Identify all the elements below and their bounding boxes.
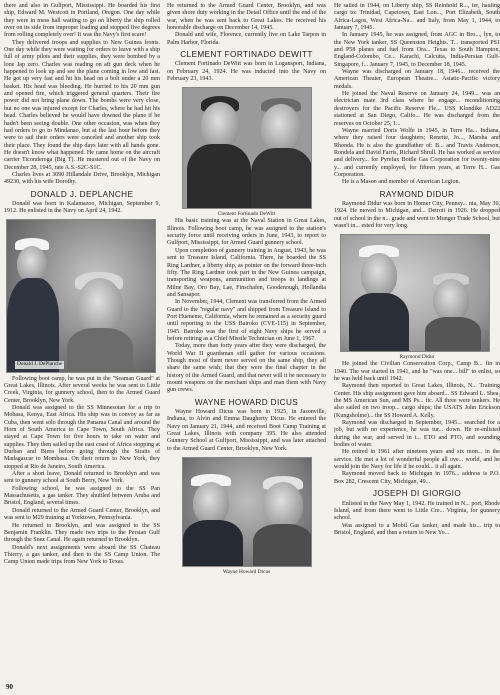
sailor-uniform-shape xyxy=(183,520,243,567)
older-man-jacket-shape xyxy=(251,148,312,209)
dewitt-photo xyxy=(182,87,312,209)
paragraph: In January 1945, he was assigned, from AGC in Bro..., lyn, to the New York tanker, SS Queenston Heights. T... transported PS1 and P58 planes and fuel from Ora... Texas to South Hampton, England-Colombo, Ce... Karachi, Calcutta, India-Persian Gulf-Singapore, f... January 7, 1945, to December 18, 1945. xyxy=(334,32,500,68)
section-heading-dewitt: CLEMENT FORTINADO DEWITT xyxy=(180,50,313,60)
older-man-face-shape xyxy=(433,279,469,321)
paragraph: In November, 1944, Clement was transferred from the Armed Guard to the "regular navy" and shipped from Treasure Island to Port Hueneme, California, where he remained as a security guard until reporting to the USS Bairoko (CVE-115) in September, 1945. Bairoko was the first of eight Navy ships he served a before retiring as a Chief Missile Technician on June 1, 1967. xyxy=(167,299,326,342)
photo-caption: Raymond Didur xyxy=(399,354,435,361)
paragraph: After a short leave, Donald returned to Brooklyn and was sent to gunnery school at South Berry, New York. xyxy=(4,471,160,485)
sailor-face-shape xyxy=(193,482,229,524)
young-man-jacket-shape xyxy=(187,144,251,209)
photo-caption: Wayne Howard Dicus xyxy=(222,569,271,576)
page-number: 90 xyxy=(6,683,13,691)
paragraph: He retired in 1961 after nineteen years and six mon... in the service. He met a lot of wonderful people all ove... world, and he would join the Navy for life if he could... it all again. xyxy=(334,449,500,471)
paragraph: there and also in Gulfport, Mississippi. He boarded his first ship, Edward M. Westcott in Portland, Oregon. One day while they were in mess hall waiting to go on liberty the ship rolled over on its side from improper loading and stopped five degrees from rolling completely over! It was the Navy's first scare! xyxy=(4,3,160,39)
paragraph: Donald's next assignments were aboard the SS Chateau Thierry, a gas tanker, and then to the SS Camp Union. The Camp Union made trips from New York to Texas. xyxy=(4,544,160,566)
older-man-shirt-shape xyxy=(253,524,312,567)
section-heading-didur: RAYMOND DIDUR xyxy=(379,189,455,199)
paragraph: He sailed in 1944, on Liberty ship, SS Reinhold R..., ter, hauling cargo to: Trinidad, Capetown, East Lon..., Port Elizabeth, South Africa-Lagos, West Africa-Na... and Italy, from May 1, 1944, to January 7, 1945. xyxy=(334,3,500,32)
paragraph: Wayne Howard Dicus was born in 1925, in Jasonville, Indiana, to Alvin and Emma Daugherty Dicus. He entered the Navy on January 21, 1944, and received Boot Camp Training at Great Lakes, Illinois with company 395. He also attended Gunnery School at Gulfport, Mississippi, and was later attached to the Armed Guard Center, Brooklyn, New York. xyxy=(167,409,326,452)
paragraph: Raymond moved back to Michigan in 1976... address is P.O. Box 282, Crescent City, Michigan, 49... xyxy=(334,471,500,485)
paragraph: Following boot camp, he was put in the "Seaman Guard" at Great Lakes, Illinois. After several weeks he was sent to Little Creek, Virginia, for gunnery school, then to the Armed Guard Center, Brooklyn, New York. xyxy=(4,375,160,404)
older-man-face-shape xyxy=(263,482,303,528)
paragraph: They delivered troops and supplies to New Guinea fronts. One day while they were waiting for orders to leave with a ship full of army pilots and their supplies, they were bombed by a lone Jap zero. Charles was reading on aft gun deck when he happened to look up and see the plane coming in low and fast. He got up very fast and hit his head on a bolt under a 20 mm basket. His head was bleeding. He hurried to his 20 mm gun and opened fire, which triggered general quarters. Their fire power did not bring plane down. The bombs were very close, but no one was injured except for Charles, where he had hit his head. Charles believed he would have downed the plane if he hadn't been seeing double. One other occasion, was when they had orders to go to Mindanao, but at the last hour before they were to sail their orders were canceled and another ship took their place. They found the ship days later with all hands gone. He doesn't know what happened. He came home on the aircraft carrier Ticonderoga (Big T). He mustered out of the Navy on December 28, 1945, rate A.S.-S2C-S1C. xyxy=(4,39,160,171)
column-3 xyxy=(334,3,500,537)
paragraph: Donald was assigned to the SS Minnesotan for a trip to Mobasa, Kenya, East Africa. His ship was in convoy as far as Cuba, then went solo through the Panama Canal and around the Horn of South America to Cape Town, South Africa. They stayed at Cape Town for five hours to take on water and supplies. They then sailed up the east coast of Africa stopping at Durban and Biera before going through the Straits of Madagascar to Mombasa. On their return to New York, they stopped at Rio de Janeiro, South America. xyxy=(4,405,160,470)
paragraph: Today, more than forty years after they were discharged, the World War II guardsman still gather for various occasions. Though most of them never served on the same ship, they all share the same wish; that they were the final chapter in the history of the Armed Guard, and that never will it be necessary to mount weapons on the merchant ships and man them with Navy gun crews. xyxy=(167,343,326,394)
older-man-shirt-shape xyxy=(425,317,481,352)
paragraph: He joined the Naval Reserve on January 24, 1949... was an electrician mate 3rd class where he engage... reconditioning destroyers for the Pacific Reserve Fle... USS Klondike AD22 stationed at San Diego, Califo... He was discharged from the reserves on October 25, 1... xyxy=(334,91,500,127)
sailor-uniform-shape xyxy=(349,293,409,352)
paragraph: Enlisted in the Navy May 1, 1942. He trained in N... port, Rhode Island, and from there went to Little Cre... Virginia, for gunnery school. xyxy=(334,500,500,522)
paragraph: Following school, he was assigned to the SS Pan Massachusetts, a gas tanker. They shuttled between Aruba and Bristol, England, several times. xyxy=(4,485,160,507)
photo-caption: Donald J. DePlanche xyxy=(17,361,63,368)
older-man-face-shape xyxy=(261,104,301,152)
paragraph: Wayne was discharged on January 18, 1946... received the American Theater, European Theatre... Asiatic-Pacific victory medals. xyxy=(334,69,500,90)
paragraph: Donald and wife, Florence, currently live on Lake Tarpon in Palm Harbor, Florida. xyxy=(167,32,326,46)
paragraph: Raymond Didur was born in Homer City, Pennsy... nia, May 30, 1924. He moved to Michigan, and... Detroit in 1926. He dropped out of school in the n... grade and went to Munger Trade School, but wasn't in... ested for very long. xyxy=(334,200,500,229)
young-man-face-shape xyxy=(201,102,239,148)
photo-caption: Clement Fortinado DeWitt xyxy=(217,211,276,218)
paragraph: He is a Mason and member of American Legion. xyxy=(342,179,461,186)
paragraph: Donald was born in Kalamazoo, Michigan, September 9, 1912. He enlisted in the Navy on April 24, 1942. xyxy=(4,200,160,215)
paragraph: Raymond was discharged in September, 1945... searched for a job, but with no experience, he was tur... down. He re-enlisted during the war, and served in t... ETO and PTO, and sounding bodies of water. xyxy=(334,420,500,449)
paragraph: Clement Fortinado DeWitt was born in Logansport, Indiana, on February 24, 1924. He was inducted into the Navy on February 23, 1943. xyxy=(167,61,326,83)
paragraph: Wayne married Doris Wolfe in 1945, in Terre Ha... Indiana, where they raised four daughters; Renette, Jo..., Marsha and Rhonda. He is also the grandfather of: B... and Travis Anderson, Rondela and David Farris, Richard Shrull. He has worked as service and delivery... for Pyrefax Bottle Gas Corporation for twenty-nine y... and currently employed, for fifteen years, at Terre H... Gas Corporation. xyxy=(334,127,500,178)
paragraph: Raymond then reported to Great Lakes, Illinois, N... Training Center. His ship assignment gave him aboard... SS Edward L. Shea, the MS American Sun, and MS Ps... fic. All three were tankers. He also sailed on two troop... cargo ships; the USATS John Erickson (Kungsholme)... the SS Howard A. Kelly. xyxy=(334,383,500,419)
deplanche-photo xyxy=(6,219,156,373)
sailor-uniform-shape xyxy=(7,278,59,373)
paragraph: His basic training was at the Naval Station in Great Lakes, Illinois. Following boot camp, he was assigned to the station's security force until receiving orders in June, 1943, to report to Gulfport, Mississippi, for Armed Guard gunnery school. xyxy=(167,218,326,247)
sailor-face-shape xyxy=(361,253,397,297)
dicus-photo xyxy=(182,457,312,567)
paragraph: Donald returned to the Armed Guard Center, Brooklyn, and was sent to M29 training at Yorktown, Pennsylvania. xyxy=(4,507,160,522)
didur-photo xyxy=(340,234,490,352)
older-man-face-shape xyxy=(77,278,123,334)
section-heading-digiorgio: JOSEPH DI GIORGIO xyxy=(372,489,462,499)
sailor-face-shape xyxy=(17,246,47,282)
section-heading-deplanche: DONALD J. DEPLANCHE xyxy=(30,189,134,199)
paragraph: He returned to Brooklyn, and was assigned to the SS Benjamin Franklin. They made two trips to the Persian Gulf through the Suez Canal. He again returned to Brooklyn. xyxy=(4,522,160,544)
paragraph: Charles lives at 3090 Hillandale Drive, Brooklyn, Michigan 49230, with his wife Dorothy. xyxy=(4,171,160,186)
paragraph: He joined the Civilian Conservation Corp., Camp B... fin in 1940. The war started in 1941, and he "was one... bill" to enlist, so he was held back until 1942. xyxy=(334,361,500,382)
column-2 xyxy=(167,3,326,576)
paragraph: Upon completion of gunnery training in August, 1943, he was sent to Treasure Island, California. There, he boarded the SS Ring Lardner, a liberty ship, as pointer on the forward three-inch fifty. The Ring Lardner took part in the New Guinea campaign, transporting weapons, ammunition and troops to landings at Milne Bay, Oro Bay, Lae, Finschafen, Goodenough, Hollandia and Sansapor. xyxy=(167,247,326,298)
section-heading-dicus: WAYNE HOWARD DICUS xyxy=(194,397,299,407)
column-1 xyxy=(4,3,160,567)
paragraph: He returned to the Armed Guard Center, Brooklyn, and was given shore duty working in the Detail Office until the end of the war, when he was sent back to Great Lakes. He received his honorable discharge on December 14, 1945. xyxy=(167,3,326,32)
paragraph: Was assigned to a Mobil Gas tanker, and made his... trip to Bristol, England, and then a return to New Yo... xyxy=(334,522,500,536)
older-man-shirt-shape xyxy=(67,328,133,373)
